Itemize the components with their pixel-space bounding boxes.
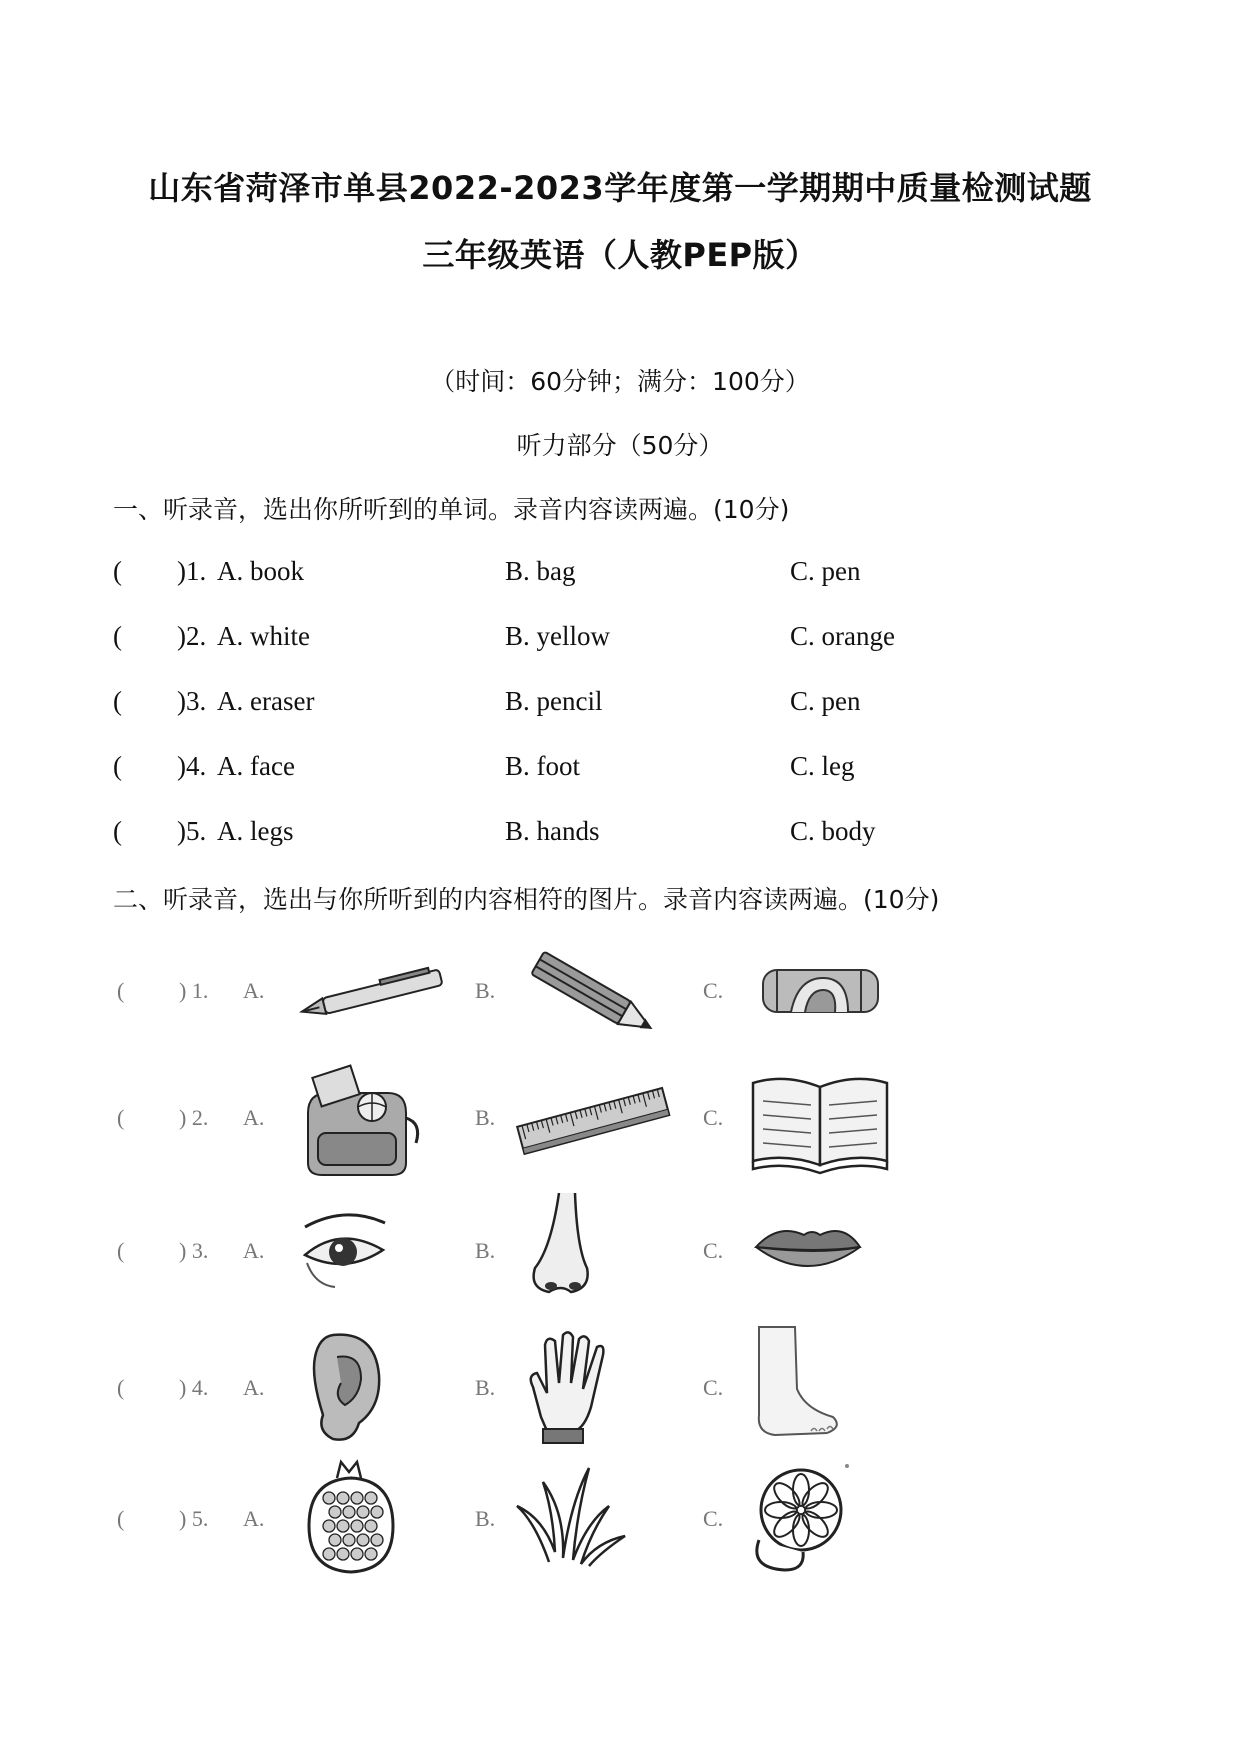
part-title: 听力部分（50分） (516, 431, 724, 460)
picture-question-4 (113, 1335, 1113, 1455)
question-number: ) 4. (179, 1375, 209, 1400)
question-number: )2. (177, 621, 207, 651)
answer-bracket[interactable]: ( (117, 1506, 125, 1531)
option-c: C. pen (790, 686, 861, 716)
answer-bracket[interactable]: ( (117, 1375, 125, 1400)
option-a-label: A. (243, 978, 265, 1003)
option-b: B. foot (505, 751, 581, 781)
option-a-label: A. (243, 1375, 265, 1400)
option-b-label: B. (475, 1375, 496, 1400)
pomegranate-icon[interactable] (301, 1458, 401, 1580)
option-b: B. pencil (505, 686, 603, 716)
option-a: A. legs (217, 816, 294, 846)
section1-heading: 一、听录音，选出你所听到的单词。录音内容读两遍。(10分) (113, 495, 790, 524)
option-b-label: B. (475, 978, 496, 1003)
hand-icon[interactable] (513, 1327, 623, 1449)
title-line2: 三年级英语（人教PEP版） (422, 236, 818, 274)
question-number: )5. (177, 816, 207, 846)
option-b: B. hands (505, 816, 600, 846)
title-line1: 山东省菏泽市单县2022-2023学年度第一学期期中质量检测试题 (148, 169, 1092, 207)
grass-icon[interactable] (513, 1462, 633, 1572)
answer-bracket[interactable]: ( (113, 751, 122, 781)
question-number: )4. (177, 751, 207, 781)
option-c: C. orange (790, 621, 895, 651)
foot-icon[interactable] (745, 1325, 845, 1447)
nose-icon[interactable] (521, 1188, 611, 1308)
option-b-label: B. (475, 1238, 496, 1263)
pencil-icon[interactable] (518, 952, 668, 1042)
picture-question-1 (113, 940, 1113, 1060)
question-number: ) 2. (179, 1105, 209, 1130)
question-number: )1. (177, 556, 207, 586)
question-row-3 (113, 686, 1113, 726)
mouth-icon[interactable] (748, 1215, 868, 1285)
answer-bracket[interactable]: ( (113, 816, 122, 846)
crayon-icon[interactable] (753, 958, 893, 1028)
question-number: ) 1. (179, 978, 209, 1003)
schoolbag-icon[interactable] (288, 1063, 428, 1183)
option-a-label: A. (243, 1506, 265, 1531)
option-a-label: A. (243, 1238, 265, 1263)
option-b: B. bag (505, 556, 576, 586)
section2-heading: 二、听录音，选出与你所听到的内容相符的图片。录音内容读两遍。(10分) (113, 885, 940, 914)
answer-bracket[interactable]: ( (117, 1238, 125, 1263)
question-row-5 (113, 816, 1113, 856)
option-b-label: B. (475, 1105, 496, 1130)
answer-bracket[interactable]: ( (113, 556, 122, 586)
question-row-1 (113, 556, 1113, 596)
question-number: ) 3. (179, 1238, 209, 1263)
question-row-4 (113, 751, 1113, 791)
question-row-2 (113, 621, 1113, 661)
answer-bracket[interactable]: ( (117, 978, 125, 1003)
option-c-label: C. (703, 978, 724, 1003)
option-c: C. pen (790, 556, 861, 586)
option-c: C. body (790, 816, 876, 846)
option-a: A. white (217, 621, 310, 651)
time-info: （时间：60分钟；满分：100分） (430, 367, 810, 396)
picture-question-5 (113, 1470, 1113, 1590)
answer-bracket[interactable]: ( (117, 1105, 125, 1130)
answer-bracket[interactable]: ( (113, 686, 122, 716)
book-icon[interactable] (745, 1065, 895, 1175)
ear-icon[interactable] (303, 1327, 393, 1449)
option-c-label: C. (703, 1105, 724, 1130)
option-a-label: A. (243, 1105, 265, 1130)
option-c: C. leg (790, 751, 855, 781)
question-number: ) 5. (179, 1506, 209, 1531)
option-c-label: C. (703, 1506, 724, 1531)
question-number: )3. (177, 686, 207, 716)
picture-question-2 (113, 1065, 1113, 1185)
option-b: B. yellow (505, 621, 610, 651)
option-b-label: B. (475, 1506, 496, 1531)
lemon-slice-icon[interactable] (745, 1458, 855, 1580)
option-c-label: C. (703, 1375, 724, 1400)
ruler-icon[interactable] (513, 1075, 673, 1165)
eye-icon[interactable] (295, 1205, 395, 1300)
option-a: A. eraser (217, 686, 315, 716)
fountain-pen-icon[interactable] (288, 960, 458, 1030)
answer-bracket[interactable]: ( (113, 621, 122, 651)
picture-question-3 (113, 1200, 1113, 1320)
option-c-label: C. (703, 1238, 724, 1263)
option-a: A. face (217, 751, 295, 781)
option-a: A. book (217, 556, 304, 586)
